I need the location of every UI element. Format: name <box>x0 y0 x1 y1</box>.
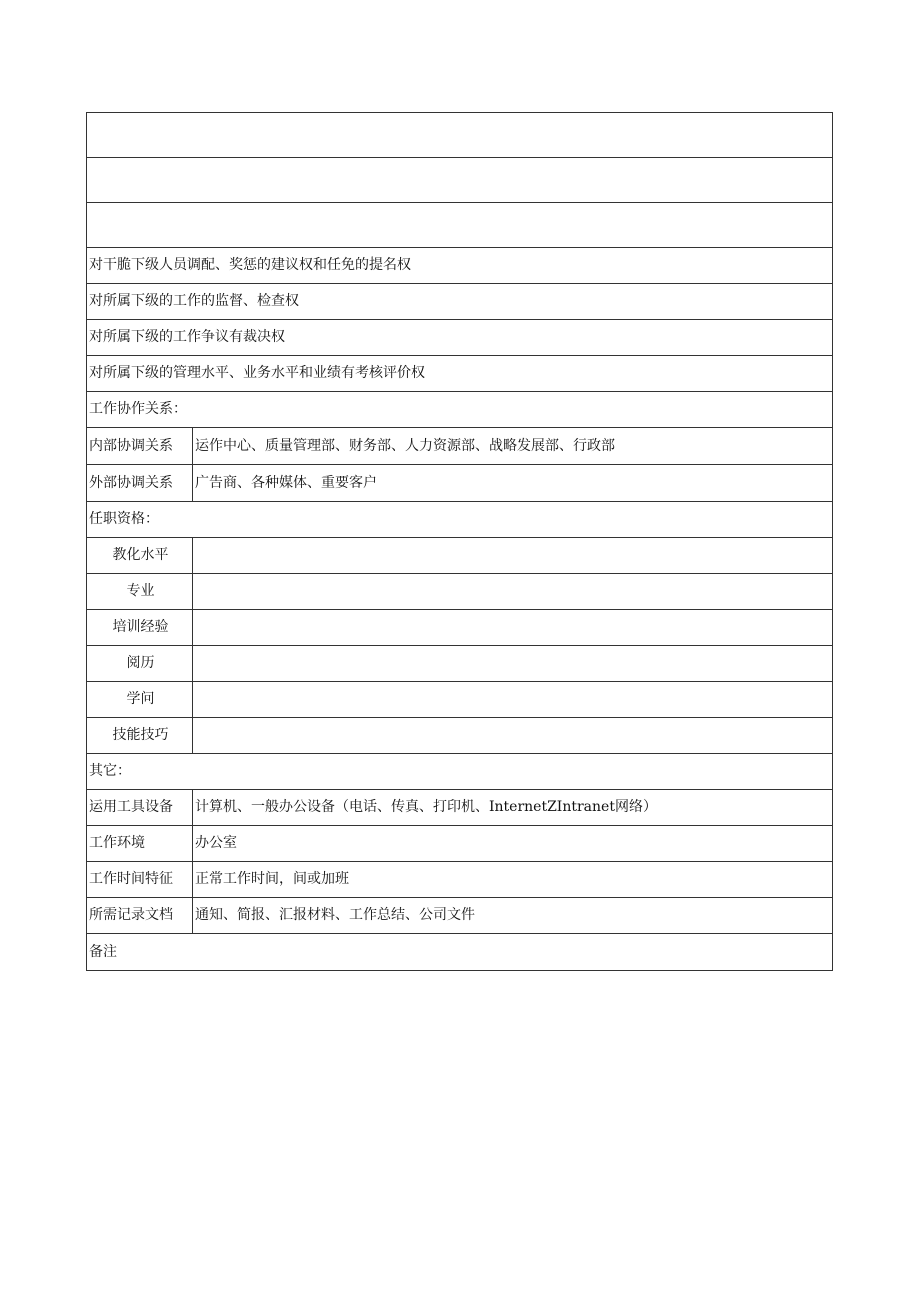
authority-item: 对所属下级的工作争议有裁决权 <box>87 320 833 356</box>
qualification-label: 技能技巧 <box>87 718 193 754</box>
empty-cell <box>87 158 833 203</box>
qualification-value <box>193 538 833 574</box>
qualification-label: 专业 <box>87 574 193 610</box>
section-header-row <box>87 754 833 790</box>
other-section-title: 其它： <box>87 754 833 790</box>
other-value: 办公室 <box>193 826 833 862</box>
external-coordination-label: 外部协调关系 <box>87 465 193 502</box>
other-label: 工作时间特征 <box>87 862 193 898</box>
external-coordination-value: 广告商、各种媒体、重要客户 <box>193 465 833 502</box>
job-description-table <box>86 112 833 971</box>
other-row <box>87 898 833 934</box>
other-row <box>87 790 833 826</box>
other-value: 通知、简报、汇报材料、工作总结、公司文件 <box>193 898 833 934</box>
qualification-value <box>193 718 833 754</box>
internal-coordination-label: 内部协调关系 <box>87 428 193 465</box>
qualification-row <box>87 718 833 754</box>
empty-cell <box>87 203 833 248</box>
authority-item: 对所属下级的工作的监督、检查权 <box>87 284 833 320</box>
external-coordination-row <box>87 465 833 502</box>
other-label: 工作环境 <box>87 826 193 862</box>
empty-row <box>87 113 833 158</box>
qualification-label: 学问 <box>87 682 193 718</box>
internal-coordination-value: 运作中心、质量管理部、财务部、人力资源部、战略发展部、行政部 <box>193 428 833 465</box>
empty-row <box>87 158 833 203</box>
other-label: 所需记录文档 <box>87 898 193 934</box>
qualification-row <box>87 574 833 610</box>
other-value: 计算机、一般办公设备（电话、传真、打印机、InternetZIntranet网络） <box>193 790 833 826</box>
qualification-label: 培训经验 <box>87 610 193 646</box>
internal-coordination-row <box>87 428 833 465</box>
qualification-label: 教化水平 <box>87 538 193 574</box>
qualification-value <box>193 610 833 646</box>
qualification-value <box>193 574 833 610</box>
section-header-row <box>87 502 833 538</box>
other-row <box>87 862 833 898</box>
qualifications-section-title: 任职资格： <box>87 502 833 538</box>
empty-cell <box>87 113 833 158</box>
other-label: 运用工具设备 <box>87 790 193 826</box>
collaboration-section-title: 工作协作关系： <box>87 392 833 428</box>
qualification-row <box>87 646 833 682</box>
qualification-label: 阅历 <box>87 646 193 682</box>
qualification-value <box>193 682 833 718</box>
empty-row <box>87 203 833 248</box>
authority-item: 对所属下级的管理水平、业务水平和业绩有考核评价权 <box>87 356 833 392</box>
qualification-value <box>193 646 833 682</box>
qualification-row <box>87 538 833 574</box>
other-row <box>87 826 833 862</box>
authority-row <box>87 356 833 392</box>
section-header-row <box>87 392 833 428</box>
authority-row <box>87 248 833 284</box>
authority-row <box>87 284 833 320</box>
other-value: 正常工作时间，间或加班 <box>193 862 833 898</box>
remarks-row <box>87 934 833 971</box>
qualification-row <box>87 610 833 646</box>
remarks-label: 备注 <box>87 934 833 971</box>
authority-row <box>87 320 833 356</box>
authority-item: 对干脆下级人员调配、奖惩的建议权和任免的提名权 <box>87 248 833 284</box>
qualification-row <box>87 682 833 718</box>
